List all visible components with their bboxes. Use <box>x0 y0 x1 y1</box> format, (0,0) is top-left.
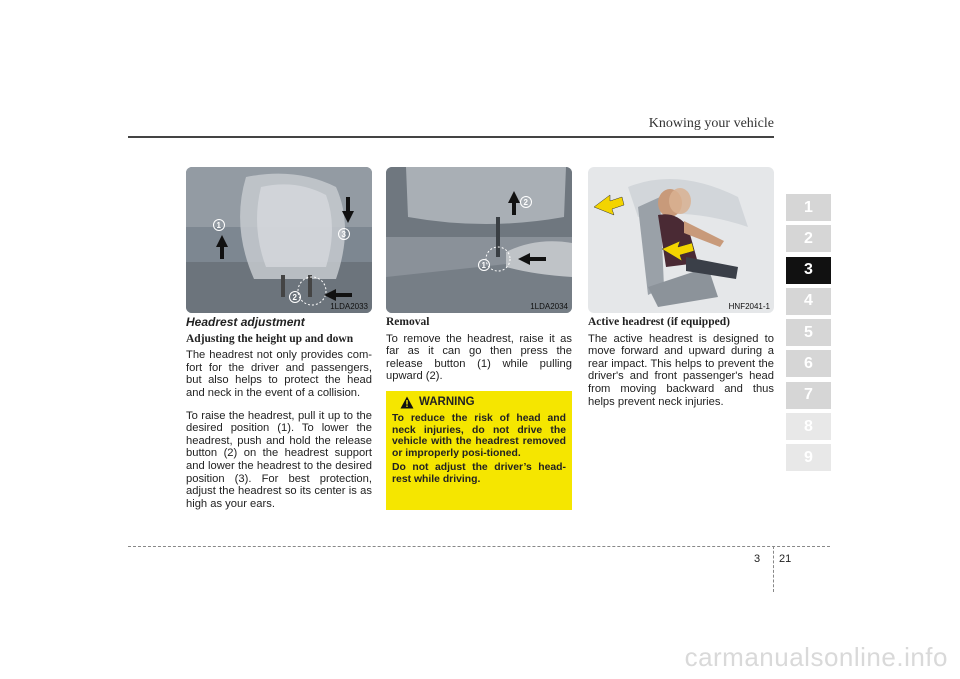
headrest-removal-image <box>386 167 572 313</box>
header-title: Knowing your vehicle <box>648 116 774 131</box>
section-heading: Removal <box>386 316 430 328</box>
callout-2: 2 <box>292 293 297 302</box>
column-removal <box>386 316 572 393</box>
header-rule <box>128 136 774 138</box>
column-active-headrest <box>588 316 774 418</box>
headrest-adjust-image <box>186 167 372 313</box>
page-header <box>128 116 774 136</box>
callout-2: 2 <box>523 198 528 207</box>
chapter-tab-2[interactable]: 2 <box>786 225 831 252</box>
warning-box <box>386 391 572 510</box>
image-code: 1LDA2034 <box>530 302 568 311</box>
section-heading: Headrest adjustment <box>186 315 305 329</box>
footer-rule <box>128 546 830 547</box>
footer-page-number: 21 <box>779 553 792 565</box>
chapter-tab-4[interactable]: 4 <box>786 288 831 315</box>
subsection-heading: Adjusting the height up and down <box>186 332 354 345</box>
image-code: HNF2041-1 <box>728 302 770 311</box>
chapter-tab-8[interactable]: 8 <box>786 413 831 440</box>
warning-text: To reduce the risk of head and neck injuries, do not drive the vehicle with the headrest removed or improperly posi-tioned. <box>392 413 566 459</box>
warning-title: WARNING <box>419 395 475 408</box>
chapter-tab-1[interactable]: 1 <box>786 194 831 221</box>
callout-1: 1 <box>481 261 486 270</box>
section-heading: Active headrest (if equipped) <box>588 316 730 328</box>
paragraph: The headrest not only provides com-fort for the driver and passengers, but also helps to protect the head and neck in the event of a collision. <box>186 349 372 399</box>
chapter-tabs <box>786 194 831 476</box>
callout-3: 3 <box>341 230 346 239</box>
column-headrest-adjustment <box>186 316 372 520</box>
paragraph: To remove the headrest, raise it as far as it can go then press the release button (1) while pulling upward (2). <box>386 332 572 383</box>
warning-text: Do not adjust the driver’s head-rest while driving. <box>392 462 566 485</box>
chapter-tab-5[interactable]: 5 <box>786 319 831 346</box>
chapter-tab-6[interactable]: 6 <box>786 350 831 377</box>
chapter-tab-7[interactable]: 7 <box>786 382 831 409</box>
warning-header <box>400 396 566 409</box>
chapter-tab-3[interactable]: 3 <box>786 257 831 284</box>
paragraph: The active headrest is designed to move forward and upward during a rear impact. This helps to prevent the driver's and front passenger's head from moving backward and thus helps prevent neck injuries. <box>588 332 774 408</box>
warning-triangle-icon <box>400 396 414 409</box>
image-code: 1LDA2033 <box>330 302 368 311</box>
watermark: carmanualsonline.info <box>684 642 948 672</box>
footer-divider <box>773 546 774 592</box>
footer-chapter: 3 <box>754 553 761 565</box>
paragraph: To raise the headrest, pull it up to the desired position (1). To lower the headrest, push and hold the release button (2) on the headrest support and lower the headrest to the desired position (3). For best protection, adjust the headrest so its center is as high as your ears. <box>186 409 372 510</box>
callout-1: 1 <box>216 221 221 230</box>
chapter-tab-9[interactable]: 9 <box>786 444 831 471</box>
active-headrest-image <box>588 167 774 313</box>
